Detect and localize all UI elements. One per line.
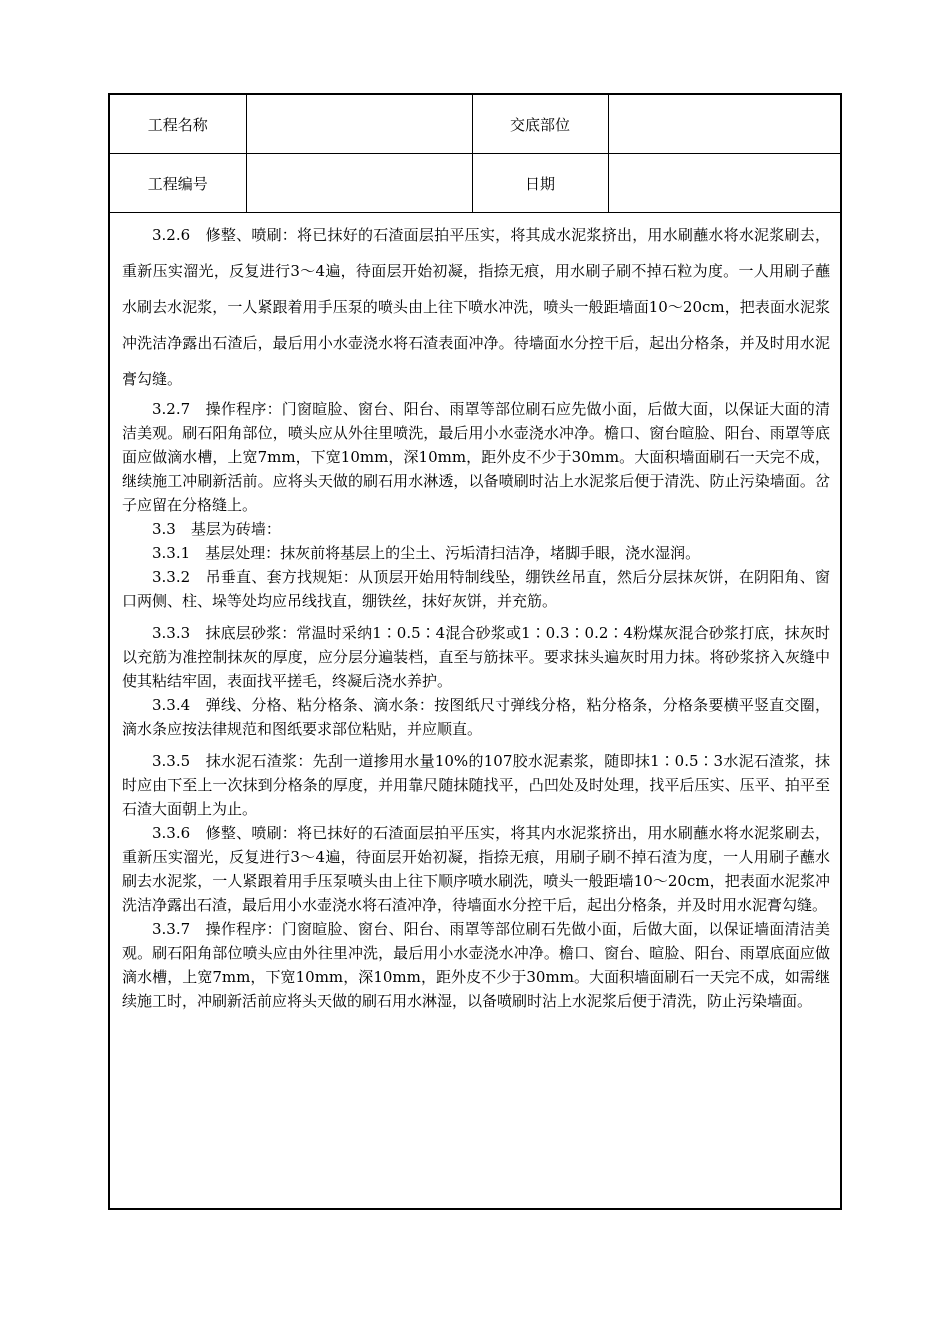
header-row-2 <box>110 154 840 213</box>
header-row-1 <box>110 95 840 154</box>
header-table <box>110 95 840 213</box>
paragraph-3-3-4: 3.3.4 弹线、分格、粘分格条、滴水条：按图纸尺寸弹线分格，粘分格条，分格条要横平竖直交圈，滴水条应按法律规范和图纸要求部位粘贴，并应顺直。 <box>122 696 830 738</box>
paragraph-3-3-3: 3.3.3 抹底层砂浆：常温时采纳1∶0.5∶4混合砂浆或1∶0.3∶0.2∶4粉煤灰混合砂浆打底，抹灰时以充筋为准控制抹灰的厚度，应分层分遍装档，直至与筋抹平。要求抹头遍灰时用力抹。将砂浆挤入灰缝中使其粘结牢固，表面找平搓毛，终凝后浇水养护。 <box>122 624 830 690</box>
project-no-label: 工程编号 <box>110 154 246 213</box>
project-name-value <box>246 95 472 154</box>
location-label: 交底部位 <box>472 95 608 154</box>
section-heading-3-3: 3.3 基层为砖墙： <box>152 520 281 538</box>
paragraph-3-3-6: 3.3.6 修整、喷刷：将已抹好的石渣面层拍平压实，将其内水泥浆挤出，用水刷蘸水将水泥浆刷去，重新压实溜光，反复进行3～4遍，待面层开始初凝，指捺无痕，用刷子刷不掉石渣为度，一人用刷子蘸水刷去水泥浆，一人紧跟着用手压泵喷头由上往下顺序喷水刷洗，喷头一般距墙10～20cm，把表面水泥浆冲洗洁净露出石渣，最后用小水壶浇水将石渣冲净，待墙面水分控干后，起出分格条，并及时用水泥膏勾缝。 <box>122 824 830 914</box>
location-value <box>608 95 840 154</box>
paragraph-3-3-5: 3.3.5 抹水泥石渣浆：先刮一道掺用水量10%的107胶水泥素浆，随即抹1∶0.5∶3水泥石渣浆，抹时应由下至上一次抹到分格条的厚度，并用靠尺随抹随找平，凸凹处及时处理，找平后压实、压平、拍平至石渣大面朝上为止。 <box>122 752 830 818</box>
paragraph-3-3-7: 3.3.7 操作程序：门窗暄脸、窗台、阳台、雨罩等部位刷石先做小面，后做大面，以保证墙面清洁美观。刷石阳角部位喷头应由外往里冲洗，最后用小水壶浇水冲净。檐口、窗台、暄脸、阳台、雨罩底面应做滴水槽，上宽7mm，下宽10mm，深10mm，距外皮不少于30mm。大面积墙面刷石一天完不成，如需继续施工时，冲刷新活前应将头天做的刷石用水淋湿，以备喷刷时沾上水泥浆后便于清洗，防止污染墙面。 <box>122 920 830 1010</box>
project-name-label: 工程名称 <box>110 95 246 154</box>
project-no-value <box>246 154 472 213</box>
paragraph-3-3-2: 3.3.2 吊垂直、套方找规矩：从顶层开始用特制线坠，绷铁丝吊直，然后分层抹灰饼，在阴阳角、窗口两侧、柱、垛等处均应吊线找直，绷铁丝，抹好灰饼，并充筋。 <box>122 568 830 610</box>
document-body <box>110 213 840 1013</box>
paragraph-3-2-7: 3.2.7 操作程序：门窗暄脸、窗台、阳台、雨罩等部位刷石应先做小面，后做大面，以保证大面的清洁美观。刷石阳角部位，喷头应从外往里喷洗，最后用小水壶浇水冲净。檐口、窗台暄脸、阳台、雨罩等底面应做滴水槽，上宽7mm，下宽10mm，深10mm，距外皮不少于30mm。大面积墙面刷石一天完不成，继续施工冲刷新活前。应将头天做的刷石用水淋透，以备喷刷时沾上水泥浆后便于清洗、防止污染墙面。岔子应留在分格缝上。 <box>122 400 830 514</box>
date-value <box>608 154 840 213</box>
paragraph-3-2-6: 3.2.6 修整、喷刷：将已抹好的石渣面层拍平压实，将其成水泥浆挤出，用水刷蘸水将水泥浆刷去，重新压实溜光，反复进行3～4遍，待面层开始初凝，指捺无痕，用水刷子刷不掉石粒为度。一人用刷子蘸水刷去水泥浆，一人紧跟着用手压泵的喷头由上往下喷水冲洗，喷头一般距墙面10～20cm，把表面水泥浆冲洗洁净露出石渣后，最后用小水壶浇水将石渣表面冲净。待墙面水分控干后，起出分格条，并及时用水泥膏勾缝。 <box>122 226 830 388</box>
document-frame <box>108 93 842 1210</box>
paragraph-3-3-1: 3.3.1 基层处理：抹灰前将基层上的尘土、污垢清扫洁净，堵脚手眼，浇水湿润。 <box>152 544 701 562</box>
date-label: 日期 <box>472 154 608 213</box>
